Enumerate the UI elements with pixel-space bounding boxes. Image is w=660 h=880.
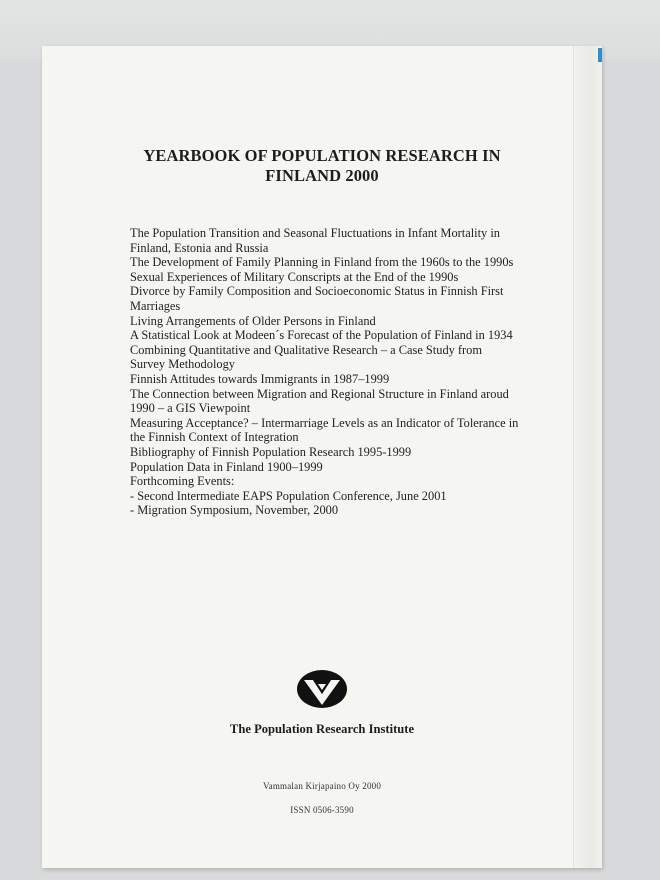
contents-item: - Second Intermediate EAPS Population Conference, June 2001: [130, 488, 447, 503]
contents-item: Finnish Attitudes towards Immigrants in 1987–1999: [130, 371, 390, 386]
issn-number: ISSN 0506-3590: [290, 805, 354, 815]
contents-item: Sexual Experiences of Military Conscripts at the End of the 1990s: [130, 269, 459, 284]
spine-accent: [598, 48, 602, 62]
cover-title-line-1: YEARBOOK OF POPULATION RESEARCH IN: [143, 146, 501, 165]
printer-line: Vammalan Kirjapaino Oy 2000: [262, 781, 382, 791]
contents-item: Bibliography of Finnish Population Research 1995-1999: [130, 444, 412, 459]
contents-item: A Statistical Look at Modeen´s Forecast of the Population of Finland in 1934: [130, 328, 513, 343]
contents-item: Forthcoming Events:: [130, 474, 235, 489]
population-research-institute-logo-icon: [296, 668, 348, 715]
cover-title-line-2: FINLAND 2000: [265, 166, 379, 185]
contents-item: The Development of Family Planning in Finland from the 1960s to the 1990s: [130, 255, 514, 270]
contents-item: Combining Quantitative and Qualitative Research – a Case Study from Survey Methodology: [130, 342, 483, 372]
contents-item: Population Data in Finland 1900–1999: [130, 459, 323, 474]
contents-item: Divorce by Family Composition and Socioeconomic Status in Finnish First Marriages: [130, 284, 504, 313]
contents-list: [130, 226, 520, 518]
contents-item: Measuring Acceptance? – Intermarriage Levels as an Indicator of Tolerance in the Finnish Context of Integration: [130, 415, 519, 445]
contents-item: The Connection between Migration and Regional Structure in Finland aroud 1990 – a GIS Viewpoint: [130, 386, 509, 416]
contents-item: Living Arrangements of Older Persons in Finland: [130, 313, 376, 328]
contents-item: The Population Transition and Seasonal Fluctuations in Infant Mortality in Finland, Estonia and Russia: [130, 226, 500, 255]
cover-title: [42, 146, 602, 186]
book-back-cover: [42, 46, 602, 868]
institute-name: The Population Research Institute: [229, 722, 415, 736]
contents-item: - Migration Symposium, November, 2000: [130, 503, 339, 518]
